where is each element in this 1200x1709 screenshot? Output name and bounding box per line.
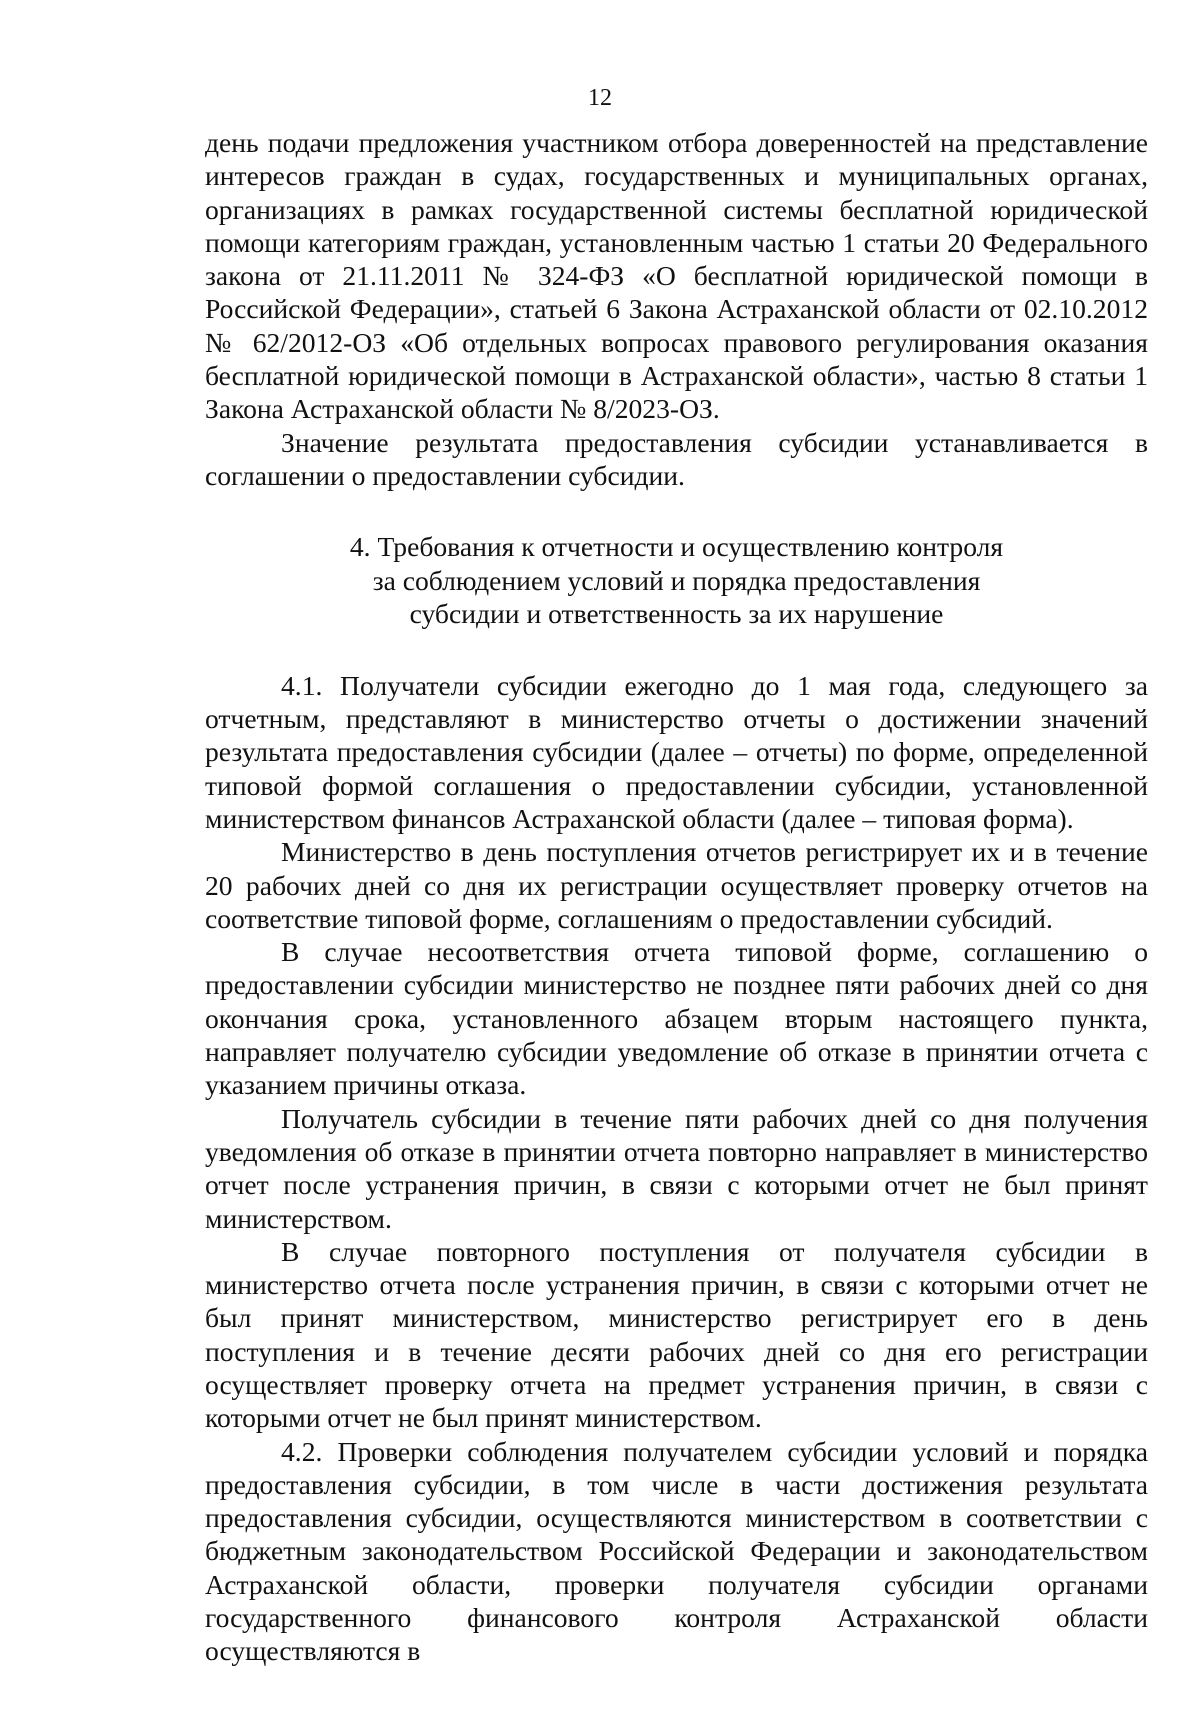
paragraph-result-value: Значение результата предоставления субсидии устанавливается в соглашении о предоставлении субсидии. [205,426,1148,491]
paragraph-resubmission: Получатель субсидии в течение пяти рабочих дней со дня получения уведомления об отказе в принятии отчета повторно направляет в министерство отчет после устранения причин, в связи с которыми отчет не был принят министерством. [205,1102,1148,1234]
section-heading-4 [205,530,1148,631]
section-heading-line: субсидии и ответственность за их нарушение [409,598,944,630]
paragraph-4-1: 4.1. Получатели субсидии ежегодно до 1 мая года, следующего за отчетным, представляют в министерство отчеты о достижении значений результата предоставления субсидии (далее – отчеты) по форме, определенной типовой формой соглашения о предоставлении субсидии, установленной министерством финансов Астраханской области (далее – типовая форма). [205,669,1148,834]
section-heading-line: 4. Требования к отчетности и осуществлению контроля [349,531,1004,563]
paragraph-nonconformity: В случае несоответствия отчета типовой форме, соглашению о предоставлении субсидии министерство не позднее пяти рабочих дней со дня окончания срока, установленного абзацем вторым настоящего пункта, направляет получателю субсидии уведомление об отказе в принятии отчета с указанием причины отказа. [205,936,1148,1101]
paragraph-registration: Министерство в день поступления отчетов регистрирует их и в течение 20 рабочих дней со дня их регистрации осуществляет проверку отчетов на соответствие типовой форме, соглашениям о предоставлении субсидий. [205,836,1148,934]
paragraph-4-2: 4.2. Проверки соблюдения получателем субсидии условий и порядка предоставления субсидии, в том числе в части достижения результата предоставления субсидии, осуществляются министерством в соответствии с бюджетным законодательством Российской Федерации и законодательством Астраханской области, проверки получателя субсидии органами государственного финансового контроля Астраханской области осуществляются в [205,1435,1148,1667]
section-heading-line: за соблюдением условий и порядка предоставления [372,564,981,596]
document-body [205,126,1148,1668]
paragraph-continuation: день подачи предложения участником отбора доверенностей на представление интересов граждан в судах, государственных и муниципальных органах, организациях в рамках государственной системы бесплатной юридической помощи категориям граждан, установленным частью 1 статьи 20 Федерального закона от 21.11.2011 № 324-ФЗ «О бесплатной юридической помощи в Российской Федерации», статьей 6 Закона Астраханской области от 02.10.2012 № 62/2012-ОЗ «Об отдельных вопросах правового регулирования оказания бесплатной юридической помощи в Астраханской области», частью 8 статьи 1 Закона Астраханской области № 8/2023-ОЗ. [205,127,1148,425]
page-number: 12 [588,85,612,111]
paragraph-repeat-receipt: В случае повторного поступления от получателя субсидии в министерство отчета после устранения причин, в связи с которыми отчет не был принят министерством, министерство регистрирует его в день поступления и в течение десяти рабочих дней со дня его регистрации осуществляет проверку отчета на предмет устранения причин, в связи с которыми отчет не был принят министерством. [205,1235,1148,1434]
